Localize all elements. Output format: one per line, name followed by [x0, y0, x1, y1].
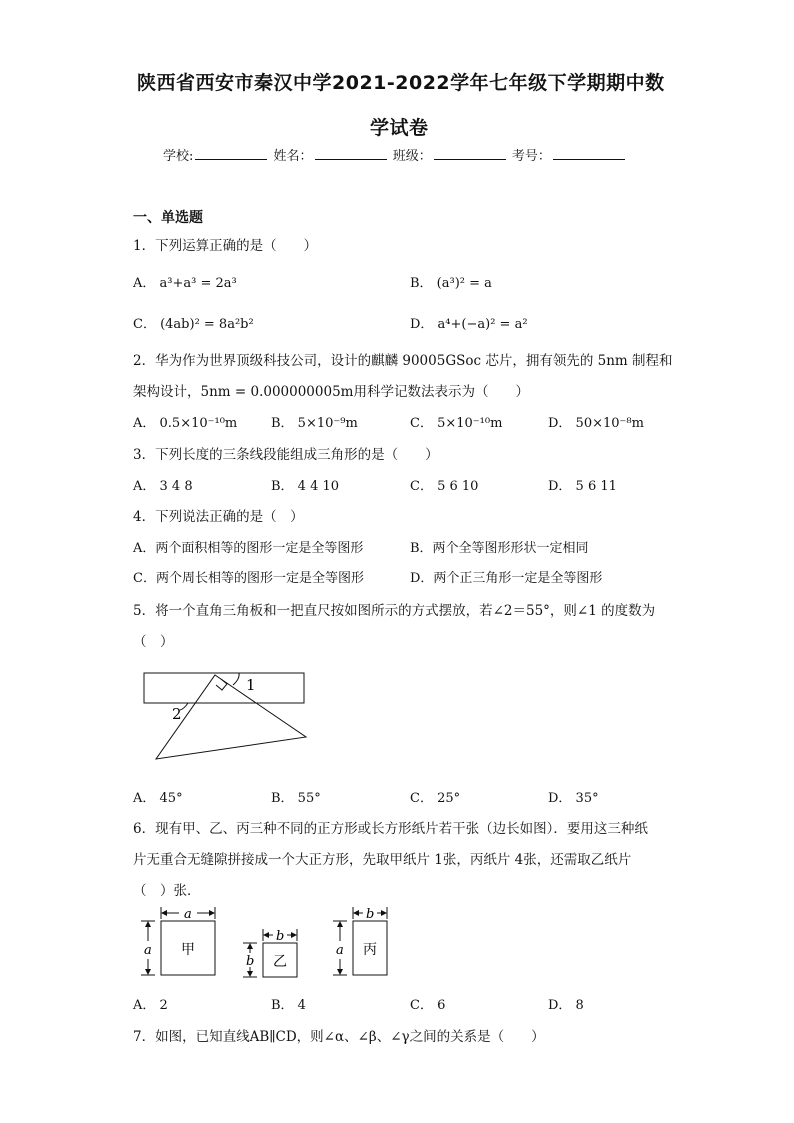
q2-option-b: B． 5×10⁻⁹m [271, 416, 358, 431]
q4-option-a: A．两个面积相等的图形一定是全等图形 [133, 541, 364, 556]
angle-2-label: 2 [172, 705, 182, 723]
class-label: 班级： [392, 149, 432, 164]
question-3-stem: 3．下列长度的三条线段能组成三角形的是（ ） [133, 447, 439, 463]
q4-option-b: B．两个全等图形形状一定相同 [410, 541, 589, 556]
q4-option-c: C．两个周长相等的图形一定是全等图形 [133, 571, 364, 586]
card-jia-name: 甲 [181, 942, 195, 958]
question-6-stem-line3: （ ）张． [133, 883, 201, 899]
question-2-stem-line2: 架构设计，5nm = 0.000000005m用科学记数法表示为（ ） [133, 384, 529, 400]
question-7-stem: 7．如图，已知直线AB∥CD，则∠α、∠β、∠γ之间的关系是（ ） [133, 1029, 545, 1045]
question-1-stem: 1．下列运算正确的是（ ） [133, 238, 318, 254]
angle-1-label: 1 [246, 676, 256, 694]
angle-1-arc [233, 673, 239, 685]
q6-option-b: B． 4 [271, 998, 306, 1013]
class-blank[interactable] [434, 147, 506, 160]
card-yi-top-label: b [276, 929, 285, 944]
q1-option-d: D． a⁴+(−a)² = a² [410, 317, 528, 332]
q5-option-a: A． 45° [133, 791, 183, 806]
question-6-stem-line2: 片无重合无缝隙拼接成一个大正方形，先取甲纸片 1张，丙纸片 4张，还需取乙纸片 [133, 852, 632, 868]
number-label: 考号： [511, 149, 551, 164]
paper-cards-figure [135, 903, 395, 988]
question-5-stem-line2: （ ） [133, 634, 174, 650]
q6-option-a: A． 2 [133, 998, 168, 1013]
ruler-triangle-figure [130, 665, 320, 770]
right-angle-mark [216, 679, 227, 690]
card-jia-top-label: a [184, 907, 192, 922]
name-blank[interactable] [315, 147, 387, 160]
q6-option-c: C． 6 [410, 998, 446, 1013]
q5-option-b: B． 55° [271, 791, 321, 806]
card-bing-side-label: a [336, 943, 344, 958]
card-yi-name: 乙 [273, 954, 287, 970]
q3-option-b: B． 4 4 10 [271, 479, 340, 494]
question-2-stem-line1: 2．华为作为世界顶级科技公司，设计的麒麟 90005GSoc 芯片，拥有领先的 5nm 制程和 [133, 353, 673, 369]
number-blank[interactable] [553, 147, 625, 160]
section-title: 一、单选题 [133, 210, 203, 226]
q1-option-b: B． (a³)² = a [410, 276, 492, 291]
q5-option-c: C． 25° [410, 791, 461, 806]
name-label: 姓名： [273, 149, 313, 164]
page-title-line2: 学试卷 [370, 117, 429, 139]
q1-option-a: A． a³+a³ = 2a³ [133, 276, 237, 291]
school-blank[interactable] [195, 147, 267, 160]
q1-option-c: C． (4ab)² = 8a²b² [133, 317, 254, 332]
card-bing-name: 丙 [363, 942, 377, 958]
card-yi-side-label: b [246, 954, 255, 969]
q3-option-a: A． 3 4 8 [133, 479, 193, 494]
q6-option-d: D． 8 [548, 998, 584, 1013]
q2-option-d: D． 50×10⁻⁸m [548, 416, 644, 431]
q3-option-c: C． 5 6 10 [410, 479, 479, 494]
q2-option-a: A． 0.5×10⁻¹⁰m [133, 416, 238, 431]
card-jia-side-label: a [144, 943, 152, 958]
q5-option-d: D． 35° [548, 791, 599, 806]
question-5-stem-line1: 5．将一个直角三角板和一把直尺按如图所示的方式摆放，若∠2＝55°，则∠1 的度数为 [133, 603, 656, 619]
student-info-row [163, 145, 627, 164]
card-bing-top-label: b [366, 907, 375, 922]
page-title-line1: 陕西省西安市秦汉中学2021-2022学年七年级下学期期中数 [137, 72, 665, 94]
question-4-stem: 4．下列说法正确的是（ ） [133, 509, 304, 525]
q2-option-c: C． 5×10⁻¹⁰m [410, 416, 503, 431]
question-6-stem-line1: 6．现有甲、乙、丙三种不同的正方形或长方形纸片若干张（边长如图）．要用这三种纸 [133, 821, 648, 837]
school-label: 学校: [163, 149, 194, 164]
q3-option-d: D． 5 6 11 [548, 479, 617, 494]
q4-option-d: D．两个正三角形一定是全等图形 [410, 571, 603, 586]
